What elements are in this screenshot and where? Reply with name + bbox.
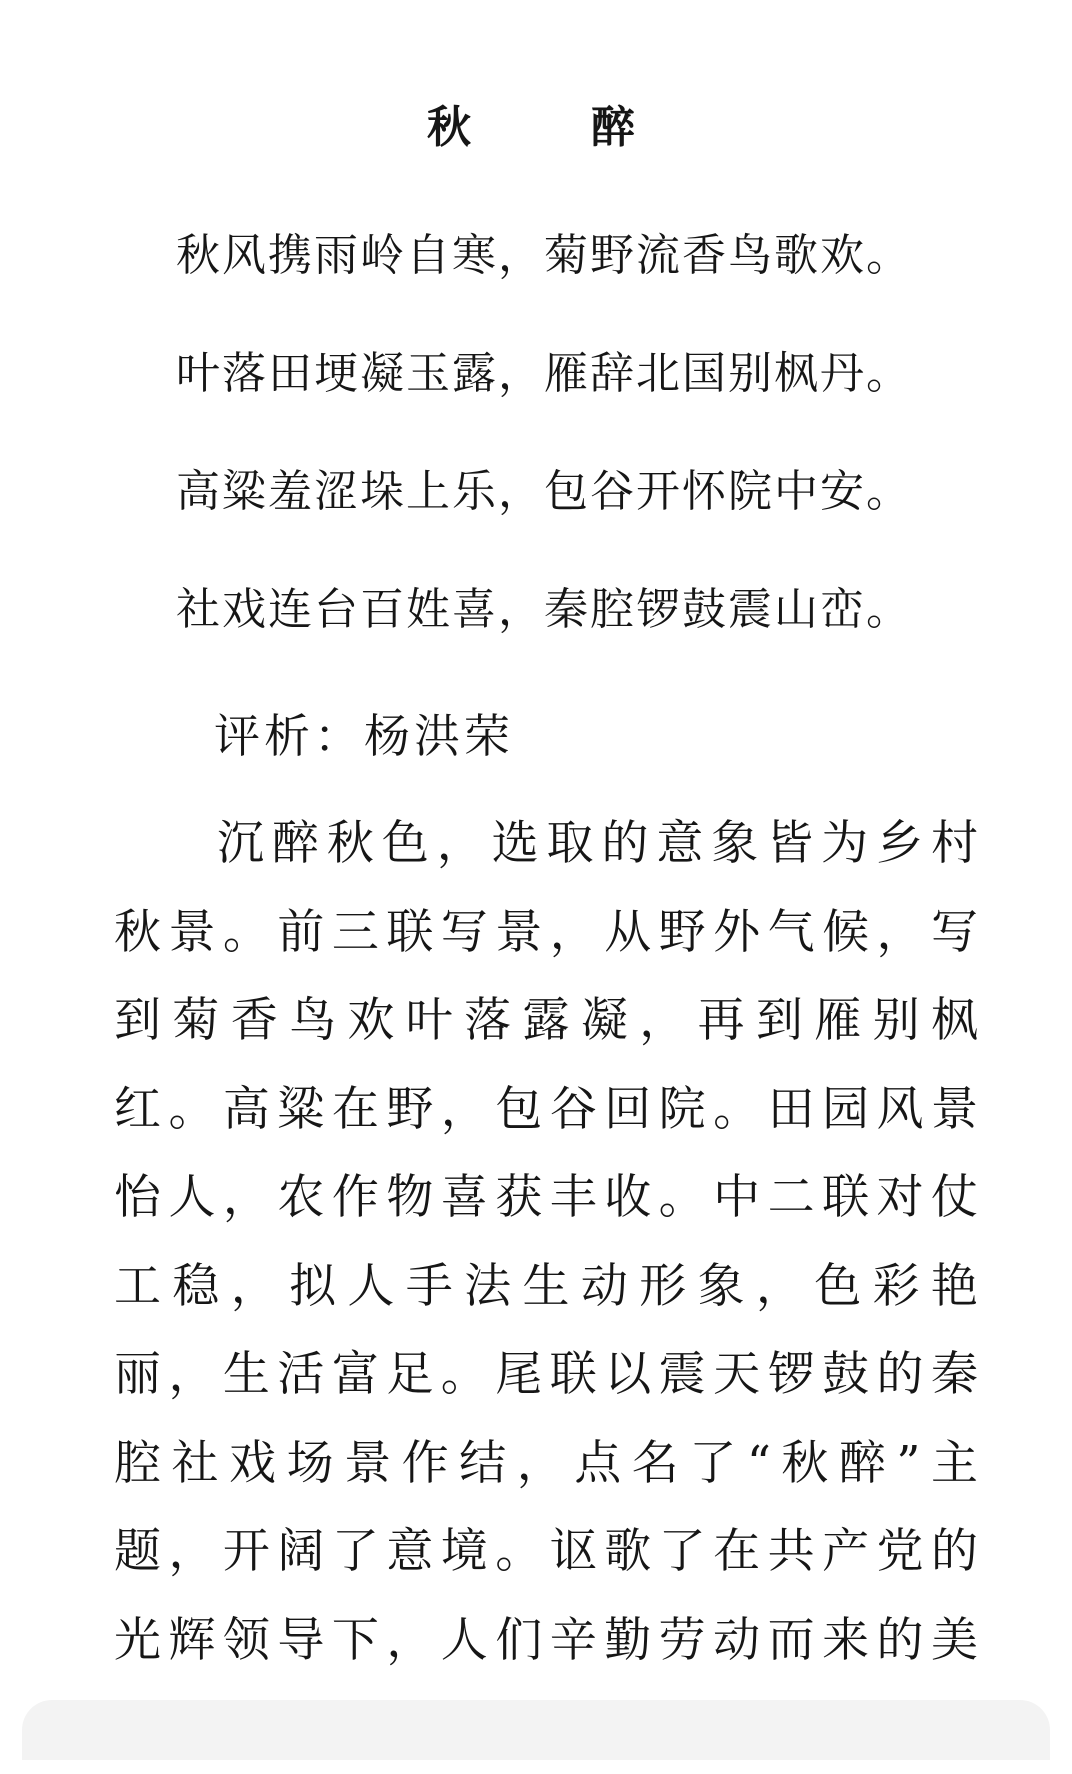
- poem-body: [176, 226, 912, 698]
- bottom-sheet-edge: [22, 1700, 1050, 1760]
- commentary-paragraph: 沉醉秋色，选取的意象皆为乡村秋景。前三联写景，从野外气候，写到菊香鸟欢叶落露凝，再到雁别枫红。高粱在野，包谷回院。田园风景怡人，农作物喜获丰收。中二联对仗工稳，拟人手法生动形象，色彩艳丽，生活富足。尾联以震天锣鼓的秦腔社戏场景作结，点名了“秋醉”主题，开阔了意境。讴歌了在共产党的光辉领导下，人们辛勤劳动而来的美: [114, 816, 984, 1668]
- poem-line: 社戏连台百姓喜，秦腔锣鼓震山峦。: [176, 584, 912, 635]
- critic-attribution: 评析：杨洪荣: [214, 709, 514, 763]
- poem-title: 秋 醉: [427, 102, 673, 153]
- poem-line: 叶落田埂凝玉露，雁辞北国别枫丹。: [176, 348, 912, 399]
- poem-line: 高粱羞涩垛上乐，包谷开怀院中安。: [176, 466, 912, 517]
- poem-line: 秋风携雨岭自寒，菊野流香鸟歌欢。: [176, 230, 912, 281]
